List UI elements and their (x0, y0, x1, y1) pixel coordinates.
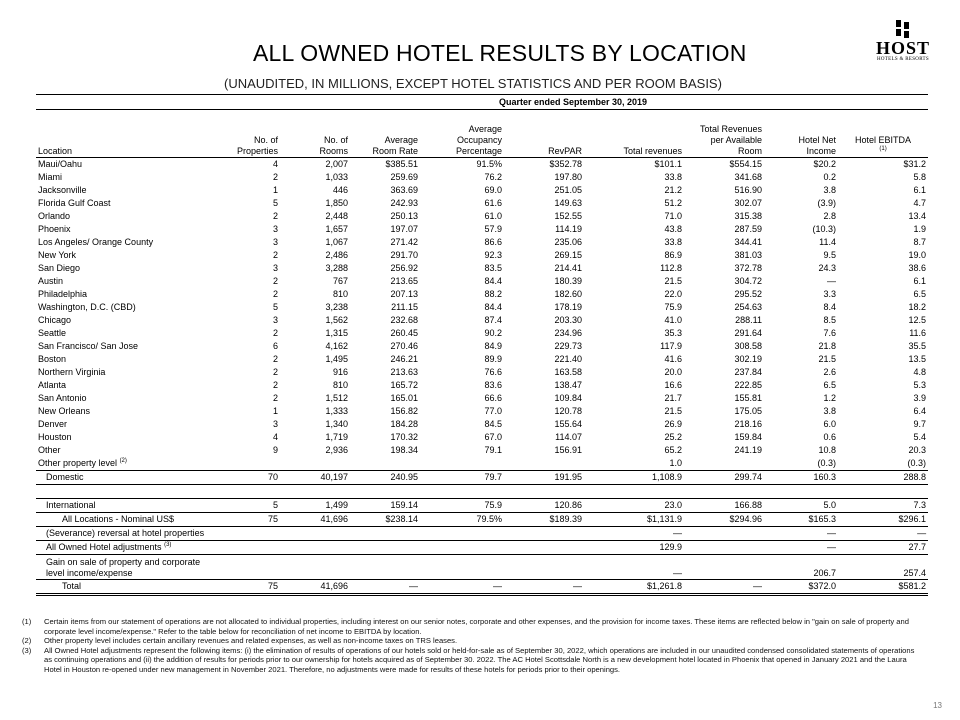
table-cell: 2 (272, 172, 278, 182)
table-cell: 165.01 (390, 393, 418, 403)
column-headers (36, 110, 928, 158)
table-cell: 4,162 (325, 341, 348, 351)
logo-tagline: HOTELS & RESORTS (876, 57, 929, 62)
table-cell: 87.4 (484, 315, 502, 325)
location-name: Other (38, 445, 61, 455)
table-cell: 2.6 (823, 367, 836, 377)
table-cell: 4 (272, 159, 278, 169)
location-name: New York (38, 250, 77, 260)
table-row (36, 444, 928, 457)
table-cell: 2 (272, 250, 278, 260)
table-cell: 13.4 (908, 211, 927, 221)
gain-row: Gain on sale of property and corporate level income/expense — 206.7 257.4 (36, 555, 928, 580)
table-cell: 51.2 (664, 198, 682, 208)
table-row (36, 314, 928, 327)
table-cell: 214.41 (554, 263, 582, 273)
table-cell: 16.6 (664, 380, 682, 390)
table-cell: 6.4 (913, 406, 927, 416)
table-cell: 1,340 (325, 419, 348, 429)
table-cell: 20.3 (908, 445, 927, 455)
table-cell: $31.2 (903, 159, 927, 169)
table-cell: 2,007 (325, 159, 348, 169)
table-cell: 21.5 (664, 406, 682, 416)
table-cell: 33.8 (664, 237, 682, 247)
table-cell: 19.0 (908, 250, 927, 260)
table-row (36, 327, 928, 340)
table-cell: 18.2 (908, 302, 927, 312)
table-cell: 41.6 (664, 354, 682, 364)
location-name: Orlando (38, 211, 71, 221)
table-cell: 259.69 (390, 172, 418, 182)
table-row (36, 223, 928, 236)
table-cell: 302.07 (734, 198, 762, 208)
table-cell: 246.21 (390, 354, 418, 364)
table-cell: 3 (272, 237, 278, 247)
table-cell: 302.19 (734, 354, 762, 364)
table-cell: 35.5 (908, 341, 927, 351)
table-cell: 381.03 (734, 250, 762, 260)
table-cell: 0.2 (823, 172, 836, 182)
table-cell: 344.41 (734, 237, 762, 247)
table-cell: 8.4 (823, 302, 836, 312)
table-cell: 516.90 (734, 185, 762, 195)
table-cell: 152.55 (554, 211, 582, 221)
table-cell: 2 (272, 367, 278, 377)
table-cell: 3,238 (325, 302, 348, 312)
table-cell: 270.46 (390, 341, 418, 351)
total-row: Total 75 41,696 — — — $1,261.8 — $372.0 $581.2 (36, 580, 928, 595)
table-cell: 57.9 (484, 224, 502, 234)
severance-row: (Severance) reversal at hotel properties — — — (36, 527, 928, 541)
table-cell: 3 (272, 315, 278, 325)
table-cell: 155.81 (734, 393, 762, 403)
table-cell: 156.91 (554, 445, 582, 455)
table-cell: 92.3 (484, 250, 502, 260)
table-cell: 120.78 (554, 406, 582, 416)
table-cell: 117.9 (660, 341, 682, 351)
table-cell: $385.51 (385, 159, 418, 169)
table-cell: 114.07 (555, 432, 582, 442)
table-row (36, 301, 928, 314)
table-cell: 291.64 (734, 328, 762, 338)
table-cell: (10.3) (812, 224, 836, 234)
table-cell: 254.63 (734, 302, 762, 312)
table-cell: 71.0 (664, 211, 682, 221)
location-name: San Antonio (38, 393, 87, 403)
table-cell: $352.78 (549, 159, 582, 169)
table-cell: 221.40 (554, 354, 582, 364)
table-cell: 1.2 (823, 393, 836, 403)
table-cell: 5 (272, 302, 278, 312)
domestic-row: Domestic 70 40,197 240.95 79.7 191.95 1,108.9 299.74 160.3 288.8 (36, 471, 928, 485)
table-cell: 6.5 (823, 380, 836, 390)
table-cell: 4.8 (913, 367, 927, 377)
table-cell: 11.6 (909, 328, 927, 338)
table-cell: 84.4 (484, 302, 502, 312)
table-cell: 207.13 (390, 289, 418, 299)
table-cell: 5.8 (913, 172, 927, 182)
table-cell: — (827, 276, 836, 286)
table-cell: 138.47 (554, 380, 582, 390)
table-cell: 2 (272, 276, 278, 286)
table-cell: 197.07 (390, 224, 418, 234)
table-cell: 184.28 (390, 419, 418, 429)
table-cell: 767 (332, 276, 348, 286)
international-row: International 5 1,499 159.14 75.9 120.86 23.0 166.88 5.0 7.3 (36, 499, 928, 513)
footnote-1: (1) Certain items from our statement of operations are not allocated to individual properties, including interest on our senior notes, corporate and other expenses, and the provision for income taxes. These items are reflected below in "gain on sale of property and corporate level income/expense." Refer to the table below for reconciliation of net income to EBITDA by location. (22, 617, 909, 636)
table-cell: 232.68 (390, 315, 418, 325)
table-cell: 6.5 (913, 289, 927, 299)
table-row (36, 262, 928, 275)
table-cell: 10.8 (818, 445, 836, 455)
table-cell: $101.1 (654, 159, 682, 169)
table-cell: 1,333 (325, 406, 348, 416)
table-cell: 2 (272, 380, 278, 390)
table-cell: 1 (272, 406, 278, 416)
table-cell: 229.73 (554, 341, 582, 351)
table-cell: 251.05 (554, 185, 582, 195)
table-row (36, 288, 928, 301)
location-name: Denver (38, 419, 68, 429)
table-cell: 25.2 (664, 432, 682, 442)
table-cell: 1,850 (325, 198, 348, 208)
table-cell: 66.6 (484, 393, 502, 403)
table-cell: $20.2 (813, 159, 836, 169)
table-row (36, 210, 928, 223)
table-row (36, 158, 928, 172)
table-row (36, 418, 928, 431)
table-cell: 33.8 (664, 172, 682, 182)
table-cell: 11.4 (819, 237, 836, 247)
table-cell: 86.6 (484, 237, 502, 247)
table-cell: 256.92 (390, 263, 418, 273)
table-cell: 84.4 (484, 276, 502, 286)
table-cell: 5 (272, 198, 278, 208)
location-name: New Orleans (38, 406, 91, 416)
header-occupancy: Average Occupancy Percentage (420, 110, 504, 158)
table-cell: 6.0 (823, 419, 836, 429)
table-cell: 372.78 (734, 263, 762, 273)
table-cell: 75.9 (664, 302, 682, 312)
table-cell: 83.6 (484, 380, 502, 390)
table-cell: 218.16 (734, 419, 762, 429)
table-cell: 41.0 (664, 315, 682, 325)
table-cell: 1,657 (325, 224, 348, 234)
table-row (36, 366, 928, 379)
table-row (36, 197, 928, 210)
page-number: 13 (933, 701, 942, 710)
table-cell: 308.58 (734, 341, 762, 351)
table-cell: 7.6 (823, 328, 836, 338)
location-name: Philadelphia (38, 289, 88, 299)
table-cell: 112.8 (660, 263, 682, 273)
header-rooms: No. of Rooms (280, 110, 350, 158)
table-row (36, 275, 928, 288)
header-ebitda: Hotel EBITDA $^{(1)}$ (838, 110, 928, 158)
location-name: Atlanta (38, 380, 67, 390)
table-cell: 12.5 (908, 315, 927, 325)
table-cell: 21.5 (664, 276, 682, 286)
location-name: Los Angeles/ Orange County (38, 237, 154, 247)
table-cell: 0.6 (823, 432, 836, 442)
table-cell: 182.60 (554, 289, 582, 299)
location-name: Jacksonville (38, 185, 87, 195)
table-cell: 363.69 (390, 185, 418, 195)
table-cell: 288.11 (735, 315, 762, 325)
table-cell: 2,448 (325, 211, 348, 221)
location-name: Florida Gulf Coast (38, 198, 111, 208)
summary-rows (36, 457, 928, 595)
table-cell: $554.15 (729, 159, 762, 169)
header-trevpar: Total Revenues per Available Room (684, 110, 764, 158)
table-cell: 1,719 (325, 432, 348, 442)
table-cell: 2 (272, 393, 278, 403)
logo-word: HOST (875, 38, 931, 58)
table-cell: 178.19 (554, 302, 582, 312)
table-row (36, 236, 928, 249)
table-cell: 2 (272, 354, 278, 364)
table-cell: 1,562 (325, 315, 348, 325)
table-cell: 5.4 (913, 432, 927, 442)
table-row (36, 171, 928, 184)
table-cell: 211.15 (391, 302, 418, 312)
table-row (36, 405, 928, 418)
table-cell: 3 (272, 419, 278, 429)
table-cell: 222.85 (734, 380, 762, 390)
table-cell: 69.0 (484, 185, 502, 195)
table-cell: 91.5% (476, 159, 502, 169)
table-cell: 88.2 (484, 289, 502, 299)
table-cell: 86.9 (664, 250, 682, 260)
table-row (36, 379, 928, 392)
page-subtitle: (UNAUDITED, IN MILLIONS, EXCEPT HOTEL STATISTICS AND PER ROOM BASIS) (224, 76, 722, 91)
table-cell: 2 (272, 328, 278, 338)
table-cell: 5.3 (913, 380, 927, 390)
header-properties: No. of Properties (218, 110, 280, 158)
table-cell: 84.9 (484, 341, 502, 351)
table-cell: 1,033 (325, 172, 348, 182)
results-table-container (36, 94, 928, 596)
table-cell: 13.5 (908, 354, 927, 364)
table-cell: 6.1 (913, 276, 927, 286)
table-row (36, 249, 928, 262)
table-cell: 1,067 (325, 237, 348, 247)
table-cell: 916 (332, 367, 348, 377)
table-cell: 79.1 (484, 445, 502, 455)
table-cell: 109.84 (554, 393, 582, 403)
table-cell: 43.8 (664, 224, 682, 234)
table-row (36, 392, 928, 405)
table-cell: 446 (332, 185, 348, 195)
table-cell: 3.8 (823, 406, 836, 416)
table-cell: 3.9 (913, 393, 927, 403)
table-cell: 271.42 (390, 237, 418, 247)
table-cell: 22.0 (664, 289, 682, 299)
table-row (36, 353, 928, 366)
table-cell: 1 (272, 185, 278, 195)
header-location: Location (36, 110, 218, 158)
location-name: Seattle (38, 328, 67, 338)
results-table (36, 94, 928, 596)
table-cell: 165.72 (390, 380, 418, 390)
table-cell: 38.6 (908, 263, 927, 273)
table-cell: 1,512 (325, 393, 348, 403)
table-cell: 6.1 (913, 185, 927, 195)
table-cell: 149.63 (554, 198, 582, 208)
table-cell: 213.63 (390, 367, 418, 377)
location-name: Maui/Oahu (38, 159, 83, 169)
table-cell: 20.0 (664, 367, 682, 377)
table-cell: 4.7 (913, 198, 927, 208)
table-cell: 235.06 (554, 237, 582, 247)
period-header: Quarter ended September 30, 2019 (218, 95, 928, 110)
table-cell: 241.19 (734, 445, 762, 455)
table-row (36, 184, 928, 197)
table-cell: 3.8 (823, 185, 836, 195)
host-logo (868, 20, 938, 62)
footnotes (22, 617, 922, 674)
table-cell: 3 (272, 224, 278, 234)
table-cell: 84.5 (484, 419, 502, 429)
table-cell: 3 (272, 263, 278, 273)
table-cell: 2.8 (823, 211, 836, 221)
location-name: San Diego (38, 263, 81, 273)
table-cell: 260.45 (390, 328, 418, 338)
table-cell: 3.3 (823, 289, 836, 299)
table-cell: 61.6 (484, 198, 502, 208)
table-cell: 237.84 (734, 367, 762, 377)
table-cell: 21.2 (664, 185, 682, 195)
table-cell: 67.0 (484, 432, 502, 442)
table-cell: 3,288 (325, 263, 348, 273)
table-cell: 21.5 (818, 354, 836, 364)
location-name: Northern Virginia (38, 367, 106, 377)
table-row (36, 340, 928, 353)
table-cell: 295.52 (734, 289, 762, 299)
table-cell: 170.32 (390, 432, 418, 442)
location-name: Washington, D.C. (CBD) (38, 302, 136, 312)
table-cell: 291.70 (390, 250, 418, 260)
page-title: ALL OWNED HOTEL RESULTS BY LOCATION (253, 40, 747, 66)
host-logo-icon (894, 20, 912, 38)
header-net-income: Hotel Net Income (764, 110, 838, 158)
table-cell: 2,936 (325, 445, 348, 455)
table-cell: 269.15 (554, 250, 582, 260)
table-cell: 341.68 (734, 172, 762, 182)
table-cell: 304.72 (734, 276, 762, 286)
table-cell: 8.7 (913, 237, 927, 247)
table-cell: 9.7 (913, 419, 927, 429)
table-cell: 6 (272, 341, 278, 351)
table-cell: 77.0 (484, 406, 502, 416)
table-cell: 1,315 (325, 328, 348, 338)
location-name: Austin (38, 276, 64, 286)
table-row (36, 431, 928, 444)
blank-row (36, 485, 928, 499)
table-cell: 76.2 (484, 172, 502, 182)
table-cell: 250.13 (390, 211, 418, 221)
all-locations-row: All Locations - Nominal US$ 75 41,696 $238.14 79.5% $189.39 $1,131.9 $294.96 $165.3 $296.1 (36, 513, 928, 527)
table-cell: 65.2 (664, 445, 682, 455)
table-cell: 9 (272, 445, 278, 455)
table-cell: 35.3 (664, 328, 682, 338)
table-cell: 156.82 (390, 406, 418, 416)
table-cell: 198.34 (390, 445, 418, 455)
table-cell: 810 (332, 380, 348, 390)
table-cell: 315.38 (734, 211, 762, 221)
header-revpar: RevPAR (504, 110, 584, 158)
table-cell: 76.6 (484, 367, 502, 377)
adjustments-row: All Owned Hotel adjustments $^{(3)}$ 129.9 — 27.7 (36, 541, 928, 555)
location-name: Phoenix (38, 224, 71, 234)
footnote-2: (2) Other property level includes certain ancillary revenues and related expenses, as well as non-income taxes on TRS leases. (22, 636, 458, 645)
table-cell: 90.2 (484, 328, 502, 338)
footnote-3: (3) All Owned Hotel adjustments represent the following items: (i) the elimination of results of operations of our hotels sold or held-for-sale as of September 30, 2022, which operations are included in our unaudited condensed consolidated statements of operations as continuing operations and (ii) the addition of results for periods prior to our ownership for hotels acquired as of September 30. 2022. The AC Hotel Scottsdale North is a new development hotel located in Phoenix that opened in January 2021 and the Laura Hotel in Houston re-opened under new management in November 2021. Therefore, no adjustments were made for results of these hotels for periods prior to their openings. (22, 645, 915, 674)
location-rows (36, 158, 928, 458)
table-cell: 26.9 (664, 419, 682, 429)
table-cell: 203.30 (554, 315, 582, 325)
location-name: Miami (38, 172, 62, 182)
location-name: Boston (38, 354, 67, 364)
table-cell: 61.0 (484, 211, 502, 221)
table-cell: 287.59 (734, 224, 762, 234)
table-cell: (3.9) (817, 198, 836, 208)
table-cell: 2 (272, 211, 278, 221)
other-property-row: Other property level $^{(2)}$ 1.0 (0.3) (0.3) (38, 458, 927, 468)
table-cell: 1.9 (913, 224, 927, 234)
table-cell: 21.7 (664, 393, 682, 403)
table-cell: 89.9 (484, 354, 502, 364)
table-cell: 4 (272, 432, 278, 442)
location-name: Houston (38, 432, 72, 442)
table-cell: 21.8 (818, 341, 836, 351)
table-cell: 9.5 (823, 250, 836, 260)
table-cell: 234.96 (554, 328, 582, 338)
table-cell: 163.58 (554, 367, 582, 377)
table-cell: 155.64 (554, 419, 582, 429)
table-cell: 175.05 (734, 406, 762, 416)
table-cell: 213.65 (390, 276, 418, 286)
table-cell: 24.3 (818, 263, 836, 273)
table-cell: 1,495 (325, 354, 348, 364)
table-cell: 242.93 (390, 198, 418, 208)
location-name: Chicago (38, 315, 72, 325)
location-name: San Francisco/ San Jose (38, 341, 139, 351)
table-cell: 83.5 (484, 263, 502, 273)
table-cell: 180.39 (554, 276, 582, 286)
table-cell: 159.84 (734, 432, 762, 442)
table-cell: 810 (332, 289, 348, 299)
table-cell: 8.5 (823, 315, 836, 325)
table-cell: 2 (272, 289, 278, 299)
header-total-revenues: Total revenues (584, 110, 684, 158)
table-cell: 114.19 (555, 224, 582, 234)
table-cell: 2,486 (325, 250, 348, 260)
header-avg-rate: Average Room Rate (350, 110, 420, 158)
table-cell: 197.80 (554, 172, 582, 182)
